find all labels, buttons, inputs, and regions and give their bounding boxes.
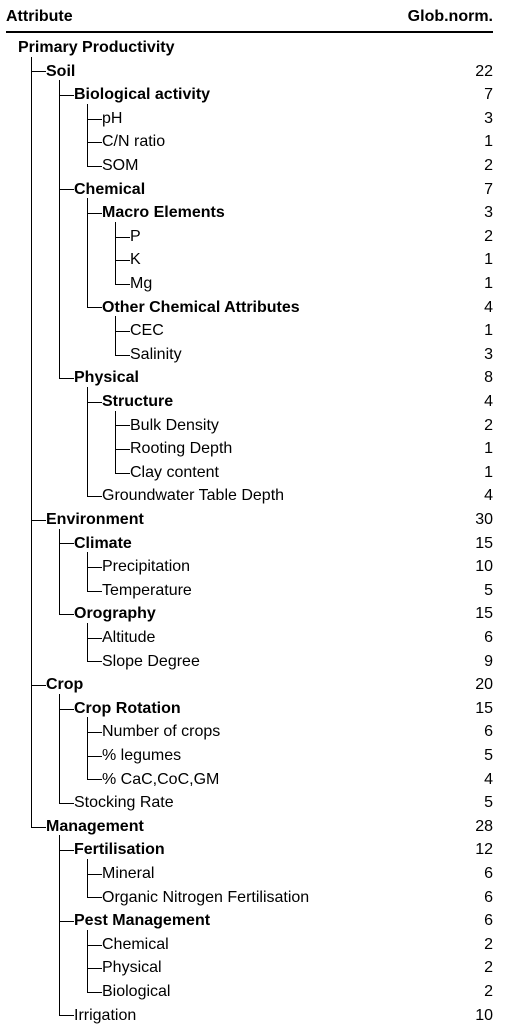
connector-horizontal — [115, 237, 130, 238]
connector-horizontal — [31, 520, 46, 521]
node-label: % CaC,CoC,GM — [102, 770, 220, 788]
connector-horizontal — [59, 709, 74, 710]
node-label: Physical — [102, 959, 162, 977]
node-label: Temperature — [102, 581, 192, 599]
connector-horizontal — [87, 874, 102, 875]
tree-row — [0, 720, 510, 744]
tree-row — [0, 626, 510, 650]
tree-row — [0, 909, 510, 933]
node-label: Chemical — [102, 935, 169, 953]
node-value: 3 — [484, 109, 493, 127]
connector-horizontal — [87, 119, 102, 120]
node-value: 5 — [484, 581, 493, 599]
node-value: 1 — [484, 251, 493, 269]
node-value: 30 — [475, 511, 493, 528]
node-value: 3 — [484, 204, 493, 222]
node-label: Macro Elements — [102, 204, 225, 222]
node-label: Number of crops — [102, 723, 221, 741]
connector-horizontal — [87, 756, 102, 757]
connector-horizontal — [59, 614, 74, 615]
connector-horizontal — [31, 827, 46, 828]
tree-row — [0, 838, 510, 862]
tree-row — [0, 602, 510, 626]
tree-row — [0, 532, 510, 556]
attribute-column-header: Attribute — [6, 8, 73, 25]
node-value: 12 — [475, 841, 493, 859]
node-value: 8 — [484, 369, 493, 387]
node-value: 2 — [484, 227, 493, 245]
tree-row — [0, 437, 510, 461]
node-label: Stocking Rate — [74, 794, 174, 812]
tree-row — [0, 461, 510, 485]
tree-row — [0, 178, 510, 202]
tree-row — [0, 272, 510, 296]
connector-horizontal — [59, 850, 74, 851]
tree-row — [0, 343, 510, 367]
node-value: 1 — [484, 275, 493, 292]
node-label: SOM — [102, 157, 139, 174]
node-label: Climate — [74, 534, 132, 552]
node-label: Crop Rotation — [74, 699, 181, 717]
connector-horizontal — [115, 449, 130, 450]
glob-norm-column-header: Glob.norm. — [407, 8, 493, 25]
connector-horizontal — [87, 638, 102, 639]
connector-horizontal — [87, 661, 102, 662]
tree-row — [0, 201, 510, 225]
connector-vertical — [59, 694, 60, 803]
connector-horizontal — [87, 496, 102, 497]
connector-horizontal — [87, 402, 102, 403]
node-value: 22 — [475, 62, 493, 80]
connector-horizontal — [115, 473, 130, 474]
connector-vertical — [87, 930, 88, 992]
connector-horizontal — [59, 921, 74, 922]
connector-vertical — [87, 717, 88, 779]
connector-horizontal — [59, 1015, 74, 1016]
node-label: Biological activity — [74, 86, 211, 104]
connector-horizontal — [115, 425, 130, 426]
node-label: CEC — [130, 322, 164, 340]
connector-horizontal — [87, 213, 102, 214]
node-label: Structure — [102, 393, 174, 410]
node-value: 15 — [475, 534, 493, 552]
connector-horizontal — [87, 307, 102, 308]
node-label: Mineral — [102, 865, 155, 882]
tree-row — [0, 225, 510, 249]
node-label: Orography — [74, 605, 156, 623]
node-value: 1 — [484, 133, 493, 151]
connector-horizontal — [87, 142, 102, 143]
node-label: Mg — [130, 275, 153, 292]
connector-horizontal — [87, 968, 102, 969]
tree-row — [0, 933, 510, 957]
tree-row — [0, 248, 510, 272]
connector-horizontal — [87, 567, 102, 568]
header-underline — [6, 31, 493, 33]
node-value: 1 — [484, 322, 493, 340]
node-label: Environment — [46, 511, 144, 528]
node-value: 10 — [475, 558, 493, 576]
tree-row — [0, 319, 510, 343]
node-value: 5 — [484, 794, 493, 812]
connector-horizontal — [59, 189, 74, 190]
tree-row — [0, 296, 510, 320]
node-value: 1 — [484, 463, 493, 481]
connector-horizontal — [115, 284, 130, 285]
connector-horizontal — [87, 166, 102, 167]
tree-row — [0, 815, 510, 839]
node-value: 15 — [475, 699, 493, 717]
connector-horizontal — [87, 945, 102, 946]
connector-vertical — [59, 80, 60, 378]
node-label: Altitude — [102, 629, 156, 646]
node-label: Irrigation — [74, 1006, 137, 1024]
tree-row — [0, 508, 510, 532]
connector-horizontal — [31, 71, 46, 72]
connector-horizontal — [59, 543, 74, 544]
node-label: Chemical — [74, 180, 146, 198]
connector-vertical — [87, 623, 88, 661]
connector-horizontal — [115, 331, 130, 332]
connector-horizontal — [59, 803, 74, 804]
tree-row — [0, 956, 510, 980]
tree-row — [0, 697, 510, 721]
tree-row — [0, 673, 510, 697]
connector-vertical — [87, 387, 88, 496]
tree-row — [0, 130, 510, 154]
node-label: K — [130, 251, 141, 269]
node-value: 2 — [484, 935, 493, 953]
node-label: Salinity — [130, 345, 182, 363]
node-value: 6 — [484, 888, 493, 906]
node-label: Management — [46, 817, 144, 835]
tree-row — [0, 36, 510, 60]
node-label: Precipitation — [102, 558, 191, 576]
node-value: 6 — [484, 723, 493, 741]
node-label: C/N ratio — [102, 133, 166, 151]
node-value: 28 — [475, 817, 493, 835]
connector-horizontal — [59, 95, 74, 96]
node-value: 4 — [484, 393, 493, 410]
node-value: 2 — [484, 416, 493, 434]
connector-vertical — [87, 859, 88, 897]
node-label: Primary Productivity — [18, 39, 175, 56]
connector-horizontal — [87, 779, 102, 780]
node-value: 2 — [484, 983, 493, 1000]
node-value: 4 — [484, 487, 493, 505]
node-label: Fertilisation — [74, 841, 165, 859]
node-value: 6 — [484, 865, 493, 882]
connector-horizontal — [59, 378, 74, 379]
node-value: 5 — [484, 747, 493, 764]
node-label: Other Chemical Attributes — [102, 298, 300, 316]
node-label: Soil — [46, 62, 76, 80]
node-label: Crop — [46, 676, 84, 694]
node-value: 15 — [475, 605, 493, 623]
tree-row — [0, 650, 510, 674]
tree-row — [0, 484, 510, 508]
node-label: P — [130, 227, 141, 245]
node-label: pH — [102, 109, 123, 127]
node-label: Clay content — [130, 463, 219, 481]
node-value: 7 — [484, 180, 493, 198]
connector-horizontal — [87, 992, 102, 993]
node-value: 9 — [484, 652, 493, 670]
tree-row — [0, 107, 510, 131]
node-label: Pest Management — [74, 912, 211, 930]
node-value: 4 — [484, 298, 493, 316]
connector-horizontal — [87, 897, 102, 898]
connector-vertical — [87, 104, 88, 166]
connector-vertical — [115, 411, 116, 473]
connector-vertical — [59, 529, 60, 615]
connector-vertical — [31, 57, 32, 827]
connector-vertical — [59, 835, 60, 1015]
node-label: Bulk Density — [130, 416, 219, 434]
tree-row — [0, 390, 510, 414]
tree-row — [0, 862, 510, 886]
tree-row — [0, 579, 510, 603]
node-label: Biological — [102, 983, 171, 1000]
node-value: 2 — [484, 157, 493, 174]
tree-row — [0, 555, 510, 579]
tree-row — [0, 886, 510, 910]
tree-row — [0, 768, 510, 792]
connector-horizontal — [87, 591, 102, 592]
connector-vertical — [87, 552, 88, 590]
node-label: Groundwater Table Depth — [102, 487, 285, 505]
connector-horizontal — [115, 355, 130, 356]
node-value: 4 — [484, 770, 493, 788]
node-value: 3 — [484, 345, 493, 363]
node-value: 1 — [484, 440, 493, 458]
connector-horizontal — [115, 260, 130, 261]
node-value: 6 — [484, 629, 493, 646]
node-value: 20 — [475, 676, 493, 694]
tree-row — [0, 744, 510, 768]
node-label: Physical — [74, 369, 139, 387]
node-value: 2 — [484, 959, 493, 977]
node-label: Slope Degree — [102, 652, 200, 670]
tree-row — [0, 414, 510, 438]
tree-row — [0, 60, 510, 84]
tree-row — [0, 366, 510, 390]
node-label: Organic Nitrogen Fertilisation — [102, 888, 310, 906]
node-value: 6 — [484, 912, 493, 930]
node-label: % legumes — [102, 747, 182, 764]
node-value: 7 — [484, 86, 493, 104]
tree-row — [0, 791, 510, 815]
tree-row — [0, 154, 510, 178]
node-label: Rooting Depth — [130, 440, 233, 458]
connector-vertical — [87, 198, 88, 307]
tree-row — [0, 980, 510, 1004]
connector-vertical — [115, 316, 116, 354]
tree-row — [0, 83, 510, 107]
connector-vertical — [115, 222, 116, 284]
tree-row — [0, 1004, 510, 1028]
connector-horizontal — [87, 732, 102, 733]
connector-horizontal — [31, 685, 46, 686]
node-value: 10 — [475, 1006, 493, 1024]
